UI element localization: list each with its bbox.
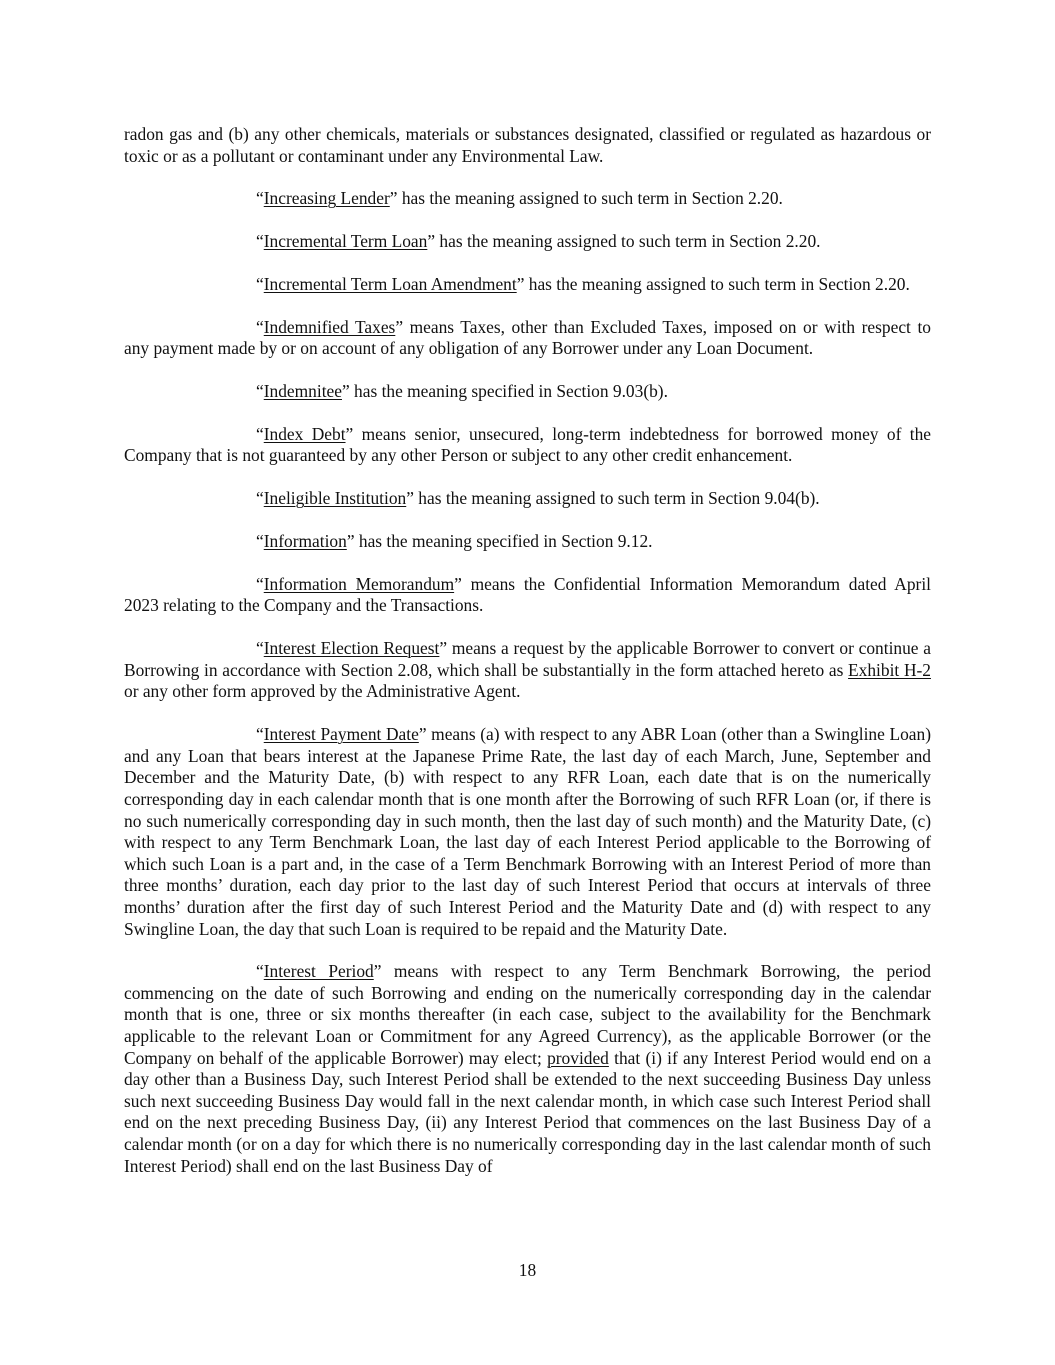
defined-term: Information Memorandum	[263, 573, 455, 594]
page-number: 18	[518, 1260, 537, 1280]
defined-term: Information	[263, 531, 347, 552]
paragraph-text: that (i) if any Interest Period would end on a day other than a Business Day, such Interest Period shall be extended to the next succeeding Business Day unless such next succeeding Business Day would fall in the next calendar month, in which case such Interest Period shall end on the next preceding Business Day, (ii) any Interest Period that commences on the last Business Day of a calendar month (or on a day for which there is no numerically corresponding day in the last calendar month of such Interest Period) shall end on the last Business Day of	[124, 1047, 931, 1176]
paragraph-text: or any other form approved by the Administrative Agent.	[124, 681, 521, 702]
definition-paragraph	[124, 961, 931, 1177]
defined-term: Exhibit H-2	[848, 659, 931, 680]
defined-term: Index Debt	[263, 423, 346, 444]
defined-term: Incremental Term Loan	[263, 231, 428, 252]
document-body	[124, 124, 931, 1198]
paragraph-text: ” has the meaning specified in Section 9.12.	[346, 531, 653, 552]
paragraph-text: “	[256, 231, 264, 252]
defined-term: Interest Election Request	[263, 638, 440, 659]
paragraph-text: “	[256, 188, 264, 209]
paragraph-text: ” has the meaning assigned to such term in Section 9.04(b).	[406, 488, 820, 509]
paragraph-text: “	[256, 531, 264, 552]
definition-paragraph	[124, 381, 931, 403]
definition-paragraph	[124, 188, 931, 210]
defined-term: Indemnitee	[263, 381, 342, 402]
definition-paragraph	[124, 638, 931, 703]
paragraph-text: ” has the meaning assigned to such term in Section 2.20.	[516, 273, 910, 294]
paragraph-text: ” means the Confidential Information Memorandum dated April 2023 relating to the Company and the Transactions.	[124, 573, 931, 616]
definition-paragraph	[124, 317, 931, 360]
definition-paragraph	[124, 274, 931, 296]
definition-paragraph	[124, 724, 931, 940]
definition-paragraph	[124, 231, 931, 253]
defined-term: Incremental Term Loan Amendment	[263, 273, 517, 294]
paragraph-text: “	[256, 724, 264, 745]
paragraph-text: ” means (a) with respect to any ABR Loan (other than a Swingline Loan) and any Loan that bears interest at the Japanese Prime Rate, the last day of each March, June, September and December and the Maturity Date, (b) with respect to any RFR Loan, each date that is on the numerically corresponding day in each calendar month that is one month after the Borrowing of such RFR Loan (or, if there is no such numerically corresponding day in such month, then the last day of such month) and the Maturity Date, (c) with respect to any Term Benchmark Loan, the last day of each Interest Period applicable to the Borrowing of which such Loan is a part and, in the case of a Term Benchmark Borrowing with an Interest Period of more than three months’ duration, each day prior to the last day of such Interest Period that occurs at intervals of three months’ duration after the first day of such Interest Period and the Maturity Date and (d) with respect to any Swingline Loan, the day that such Loan is required to be repaid and the Maturity Date.	[124, 724, 932, 939]
paragraph-text: “	[256, 316, 264, 337]
definition-paragraph	[124, 488, 931, 510]
paragraph-text: ” has the meaning assigned to such term in Section 2.20.	[427, 231, 821, 252]
paragraph-text: “	[256, 638, 264, 659]
paragraph-text: “	[256, 961, 264, 982]
paragraph-text: ” means senior, unsecured, long-term indebtedness for borrowed money of the Company that is not guaranteed by any other Person or subject to any other credit enhancement.	[124, 423, 931, 466]
paragraph-text: “	[256, 573, 264, 594]
paragraph-text: “	[256, 381, 264, 402]
paragraph-text: ” has the meaning specified in Section 9.03(b).	[341, 381, 668, 402]
definition-paragraph	[124, 531, 931, 553]
defined-term: Interest Payment Date	[263, 724, 419, 745]
paragraph-text: “	[256, 423, 264, 444]
paragraph-text: ” means a request by the applicable Borrower to convert or continue a Borrowing in accordance with Section 2.08, which shall be substantially in the form attached hereto as	[124, 638, 931, 680]
defined-term: Increasing Lender	[263, 188, 390, 209]
paragraph-text: ” means Taxes, other than Excluded Taxes, imposed on or with respect to any payment made by or on account of any obligation of any Borrower under any Loan Document.	[124, 316, 931, 359]
paragraph-text: “	[256, 488, 264, 509]
definition-paragraph	[124, 424, 931, 467]
defined-term: Ineligible Institution	[263, 488, 407, 509]
paragraph-text: ” means with respect to any Term Benchmark Borrowing, the period commencing on the date of such Borrowing and ending on the numerically corresponding day in the calendar month that is one, three or six months thereafter (in each case, subject to the availability for the Benchmark applicable to the relevant Loan or Commitment for any Agreed Currency), as the applicable Borrower (or the Company on behalf of the applicable Borrower) may elect;	[124, 961, 931, 1068]
paragraph-text: ” has the meaning assigned to such term in Section 2.20.	[389, 188, 783, 209]
defined-term: Interest Period	[263, 961, 374, 982]
defined-term: Indemnified Taxes	[263, 316, 396, 337]
definition-paragraph	[124, 574, 931, 617]
paragraph-text: “	[256, 273, 264, 294]
defined-term: provided	[547, 1047, 609, 1068]
definition-paragraph	[124, 124, 931, 167]
paragraph-text: radon gas and (b) any other chemicals, materials or substances designated, classified or regulated as hazardous or toxic or as a pollutant or contaminant under any Environmental Law.	[124, 124, 931, 166]
